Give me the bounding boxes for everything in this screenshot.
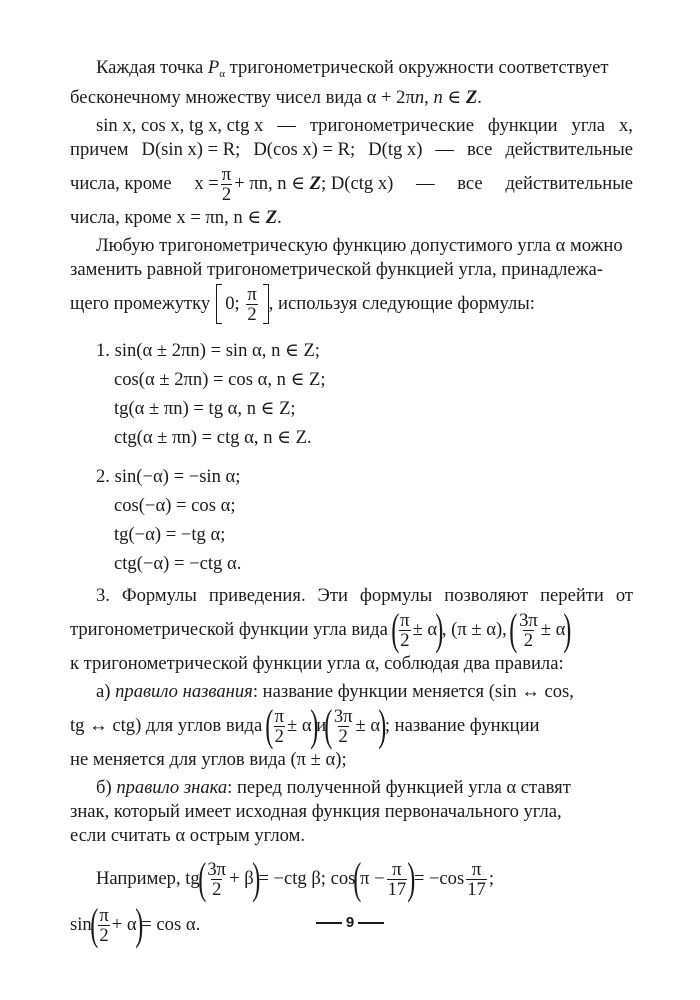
word: все: [466, 139, 493, 160]
text: тригонометрической функции угла вида: [70, 619, 388, 640]
set-z: Z: [309, 173, 322, 194]
denominator: 2: [274, 725, 284, 747]
formula: sin(α ± 2πn) = sin α, n ∈ Z;: [114, 340, 320, 361]
page-number-text: 9: [345, 914, 355, 931]
word: D(tg x): [368, 139, 423, 160]
text: tg ↔ ctg) для углов вида: [70, 715, 263, 736]
paren-right: ): [134, 900, 143, 949]
text: x =: [194, 173, 219, 194]
list-item: cos(−α) = cos α;: [114, 495, 236, 516]
p2-line2: [70, 138, 633, 162]
word: D(sin x) = R;: [141, 139, 241, 160]
text: ± α: [286, 715, 312, 736]
fraction-pi-over-2: [399, 611, 410, 650]
list-item: [96, 336, 633, 365]
word: причем: [70, 139, 129, 160]
word: функции: [487, 115, 558, 136]
text: ; D(ctg x): [321, 173, 394, 194]
fraction-3pi-over-2: [333, 707, 354, 746]
word: sin x, cos x, tg x, ctg x: [96, 115, 264, 136]
page-number: [0, 914, 700, 931]
text: + β: [229, 868, 254, 889]
p4-line1: 3. Формулы приведения. Эти формулы позволяют перейти от: [96, 585, 633, 606]
denominator: 2: [247, 303, 257, 325]
text: = −cos: [413, 868, 465, 889]
rule-a-line2: [70, 701, 633, 750]
rule-b-line3: если считать α острым углом.: [70, 825, 305, 846]
numerator: π: [274, 705, 284, 727]
text: ;: [488, 868, 494, 889]
word: x,: [619, 115, 633, 136]
list-number: 2.: [96, 466, 110, 487]
word: D(cos x) = R;: [253, 139, 356, 160]
word: —: [416, 173, 435, 194]
bracket-left: [216, 284, 222, 324]
word: действительные: [505, 173, 633, 194]
text: sin: [70, 914, 92, 935]
rule-b: [70, 776, 633, 848]
rule-title: правило названия: [115, 681, 253, 702]
text: .: [277, 207, 282, 228]
math-expr: [194, 165, 393, 204]
text: ± α: [412, 619, 438, 640]
word: угла: [571, 115, 606, 136]
text: числа, кроме x = πn, n ∈: [70, 207, 266, 228]
paren-right: ): [309, 701, 318, 750]
paren-left: (: [509, 605, 518, 654]
word: —: [435, 139, 454, 160]
text: π −: [360, 868, 385, 889]
p3-line2: заменить равной тригонометрической функцией угла, принадлежа-: [70, 259, 603, 280]
text: : название функции меняется (sin ↔ cos,: [252, 681, 574, 702]
denominator: 2: [212, 878, 222, 900]
point-p: P: [207, 57, 220, 78]
fraction-pi-over-2: [246, 285, 257, 324]
subscript-alpha: α: [219, 68, 225, 80]
formula: sin(−α) = −sin α;: [114, 466, 241, 487]
dash-right: [358, 922, 384, 924]
text: 0;: [225, 293, 240, 314]
fraction-3pi-over-2: [518, 611, 539, 650]
text: тригонометрической окружности соответствует: [225, 57, 609, 78]
paren-right: ): [251, 854, 261, 903]
numerator: 3π: [333, 705, 353, 727]
denominator: 17: [467, 878, 486, 900]
word: числа, кроме: [70, 173, 172, 194]
p1-line1: [70, 56, 633, 86]
p2-line3: [70, 162, 633, 206]
fraction-pi-over-17: [466, 860, 487, 899]
var-n: n: [414, 87, 425, 108]
rule-b-line1: [70, 776, 633, 800]
word: —: [277, 115, 296, 136]
paragraph-4: [70, 584, 633, 676]
p3-line3: [70, 282, 633, 326]
text: ± α: [540, 619, 566, 640]
list-number: 1.: [96, 340, 110, 361]
text: а): [96, 681, 116, 702]
numerator: π: [247, 283, 257, 305]
denominator: 2: [221, 183, 232, 205]
paren-right: ): [563, 605, 572, 654]
paren-left: (: [265, 701, 274, 750]
rule-a: [70, 680, 633, 772]
rule-a-line1: [70, 680, 633, 704]
text: = cos α.: [141, 914, 201, 935]
paren-left: (: [324, 701, 333, 750]
numerator: 3π: [207, 858, 227, 880]
p4-line3: к тригонометрической функции угла α, соблюдая два правила:: [70, 653, 564, 674]
paren-right: ): [407, 854, 416, 903]
list-item: ctg(−α) = −ctg α.: [114, 553, 242, 574]
paren-left: (: [198, 854, 207, 903]
numerator: 3π: [519, 609, 538, 631]
numerator: π: [400, 609, 410, 631]
text: б): [96, 777, 117, 798]
text: ; название функции: [384, 715, 540, 736]
formula-list-1: [70, 336, 633, 452]
list-item: tg(−α) = −tg α;: [114, 524, 226, 545]
paragraph-1: [70, 56, 633, 110]
paren-right: ): [378, 701, 387, 750]
list-item: [96, 462, 633, 491]
word: все: [457, 173, 483, 194]
text: бесконечному множеству чисел вида α + 2π: [70, 87, 415, 108]
list-item: tg(α ± πn) = tg α, n ∈ Z;: [114, 398, 296, 419]
paren-left: (: [390, 605, 399, 654]
denominator: 2: [400, 629, 410, 651]
numerator: π: [99, 904, 109, 926]
text: + πn, n ∈: [234, 173, 306, 194]
rule-a-line3: не меняется для углов вида (π ± α);: [70, 749, 347, 770]
example-line1: [70, 856, 633, 902]
denominator: 2: [99, 924, 109, 946]
text: ± α: [355, 715, 381, 736]
p2-line1: [70, 114, 633, 138]
denominator: 2: [338, 725, 348, 747]
p2-line4: [70, 206, 633, 230]
list-item: ctg(α ± πn) = ctg α, n ∈ Z.: [114, 427, 312, 448]
p1-line2: [70, 86, 633, 110]
denominator: 2: [523, 629, 534, 651]
word: тригонометрические: [309, 115, 474, 136]
text: щего промежутку: [70, 293, 211, 314]
text: Каждая точка: [96, 57, 208, 78]
var-n: n: [433, 87, 443, 108]
paragraph-2: [70, 114, 633, 230]
word: действительные: [505, 139, 633, 160]
p4-line2: [70, 605, 633, 654]
fraction-3pi-over-2: [206, 860, 227, 899]
paren-right: ): [435, 605, 444, 654]
text: : перед полученной функцией угла α ставят: [227, 777, 571, 798]
text: .: [477, 87, 482, 108]
text: = −ctg β; cos: [258, 868, 356, 889]
numerator: π: [221, 163, 232, 185]
fraction-pi-over-2: [221, 165, 232, 204]
text: , (π ± α),: [441, 619, 507, 640]
set-z: Z: [465, 87, 478, 108]
fraction-pi-over-2: [274, 707, 285, 746]
paren-left: (: [353, 854, 362, 903]
paren-left: (: [90, 900, 99, 949]
list-item: cos(α ± 2πn) = cos α, n ∈ Z;: [114, 369, 326, 390]
page-content: [70, 56, 633, 952]
example: [70, 856, 633, 948]
text: , используя следующие формулы:: [268, 293, 535, 314]
text: ,: [424, 87, 434, 108]
text: и: [316, 715, 327, 736]
formula-list-2: [70, 462, 633, 578]
fraction-pi-over-17: [387, 860, 408, 899]
dash-left: [316, 922, 342, 924]
paragraph-3: [70, 234, 633, 326]
numerator: π: [392, 858, 402, 880]
numerator: π: [471, 858, 482, 880]
rule-title: правило знака: [116, 777, 228, 798]
text: + α: [111, 914, 137, 935]
rule-b-line2: знак, который имеет исходная функция первоначального угла,: [70, 801, 562, 822]
text: ∈: [442, 87, 466, 108]
p3-line1: Любую тригонометрическую функцию допустимого угла α можно: [96, 235, 623, 256]
text: Например, tg: [96, 868, 200, 889]
set-z: Z: [265, 207, 278, 228]
denominator: 17: [387, 878, 407, 900]
